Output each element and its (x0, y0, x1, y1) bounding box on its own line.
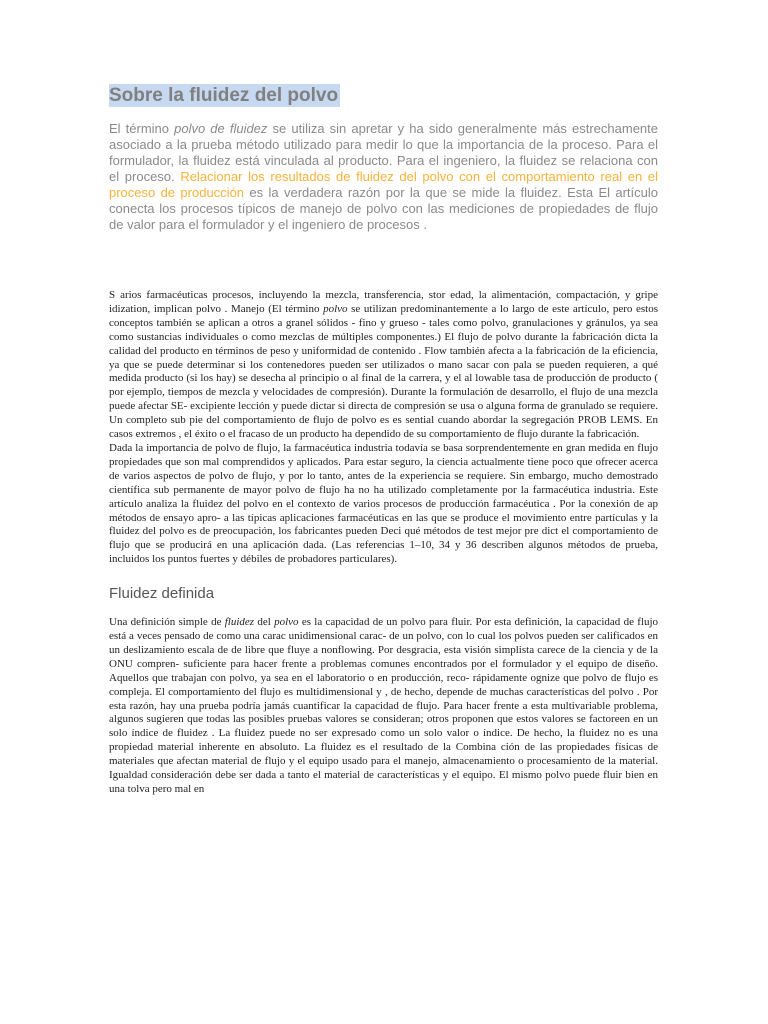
intro-paragraph (109, 121, 658, 233)
section-heading: Fluidez definida (109, 585, 215, 603)
s2-text-3: es la capacidad de un polvo para fluir. Por esta definición, la capacidad de flujo está a veces pensado de como una carac unidimensional carac- de un polvo, con lo cual los polvos pueden ser calificados en un deslizamiento escala de de libre que fluye a nonflowing. Por desgracia, esta visión simplista carece de la ciencia y de la ONU compren- suficiente para hacer frente a problemas comunes encontrados por el formulador y el equipo de diseño. Aquellos que trabajan con polvo, ya sea en el laboratorio o en producción, reco- rápidamente ognize que polvo de flujo es compleja. El comportamiento del flujo es multidimensional y , de hecho, depende de muchas características del polvo . Por esta razón, hay una prueba podría jamás cuantificar la capacidad de flujo. Para hacer frente a esta multivariable problema, algunos sugieren que todas las posibles pruebas valores se consideran; otros proponen que estos valores se factoreen en un solo índice de fluidez . La fluidez puede no ser expresado como un solo valor o índice. De hecho, la fluidez no es una propiedad material inherente en absoluto. La fluidez es el resultado de la Combina ción de las propiedades físicas de materiales que afectan material de flujo y el equipo usado para el manejo, almacenamiento o procesamiento de la material. Igualdad consideración debe ser dada a tanto el material de características y el equipo. El mismo polvo puede fluir bien en una tolva pero mal en (109, 616, 658, 795)
document-page (109, 84, 658, 797)
page-title: Sobre la fluidez del polvo (109, 85, 339, 106)
intro-text-3: es la verdadera razón por la que se mide la fluidez. Esta El artículo conecta los procesos típicos de manejo de polvo con las mediciones de propiedades de flujo de valor para el formulador y el ingeniero de procesos . (109, 185, 658, 232)
s2-text-1: Una definición simple de (109, 616, 225, 629)
section1-paragraph-1 (109, 289, 658, 442)
s1-text-1: S arios farmacéuticas procesos, incluyendo la mezcla, transferencia, stor edad, la alimentación, compactación, y gripe idization, implican polvo . Manejo (El término (109, 289, 658, 315)
s2-term-2: polvo (274, 616, 299, 629)
s2-text-2: del (254, 616, 275, 629)
section2-paragraph (109, 616, 658, 797)
s1-term: polvo (323, 302, 348, 315)
intro-highlight: Relacionar los resultados de fluidez del polvo con el comportamiento real en el proceso de producción (109, 169, 659, 200)
s2-term-1: fluidez (224, 616, 255, 629)
intro-text-2: se utiliza sin apretar y ha sido generalmente más estrechamente asociado a la prueba método utilizado para medir lo que la importancia de la proceso. Para el formulador, la fluidez está vinculada al producto. Para el ingeniero, la fluidez se relaciona con el proceso. (109, 121, 659, 184)
intro-text-1: El término (109, 121, 175, 136)
spacer (109, 233, 658, 289)
intro-term: polvo de fluidez (174, 121, 268, 136)
section1-paragraph-2: Dada la importancia de polvo de flujo, la farmacéutica industria todavía se basa sorprendentemente en gran medida en flujo propiedades que son mal comprendidos y aplicados. Para estar seguro, la ciencia actualmente tiene poco que ofrecer acerca de varios aspectos de polvo de flujo, y por lo tanto, antes de la experiencia se requiere. Sin embargo, mucho demostrado científica sub permanente de mayor polvo de flujo ha no ha utilizado completamente por la farmacéutica industria. Este artículo analiza la fluidez del polvo en el contexto de varios procesos de producción farmacéutica . Por la conexión de ap métodos de ensayo apro- a las típicas aplicaciones farmacéuticas en las que se produce el movimiento entre partículas y la fluidez del polvo es de preocupación, los fabricantes pueden Deci qué métodos de test mejor pre dict el comportamiento de flujo que se producirá en una aplicación dada. (Las referencias 1–10, 34 y 36 describen algunos métodos de prueba, incluidos los puntos fuertes y débiles de probadores particulares). (109, 441, 658, 566)
s1-text-2: se utilizan predominantemente a lo largo de este artículo, pero estos conceptos también se aplican a otros a granel sólidos - fino y grueso - tales como polvo, granulaciones y gránulos, ya sea como sustancias individuales o como mezclas de múltiples componentes.) El flujo de polvo durante la fabricación dicta la calidad del producto en términos de peso y uniformidad de contenido . Flow también afecta a la fabricación de la eficiencia, ya que se puede determinar si los contenedores pueden ser utilizados o mano sacar con pala se pueden requieren, a qué medida producto (si los hay) se desecha al principio o al final de la carrera, y el al lowable tasa de producción de producto ( por ejemplo, tiempos de mezcla y velocidades de compresión). Durante la formulación de desarrollo, el flujo de una mezcla puede afectar SE- excipiente lección y puede dictar si directa de compresión se usa o alguna forma de granulado se requiere. Un completo sub pie del comportamiento de flujo de polvo es es sential cuando abordar la segregación PROB LEMS. En casos extremos , el éxito o el fracaso de un producto ha dependido de su comportamiento de flujo durante la fabricación. (109, 302, 658, 441)
